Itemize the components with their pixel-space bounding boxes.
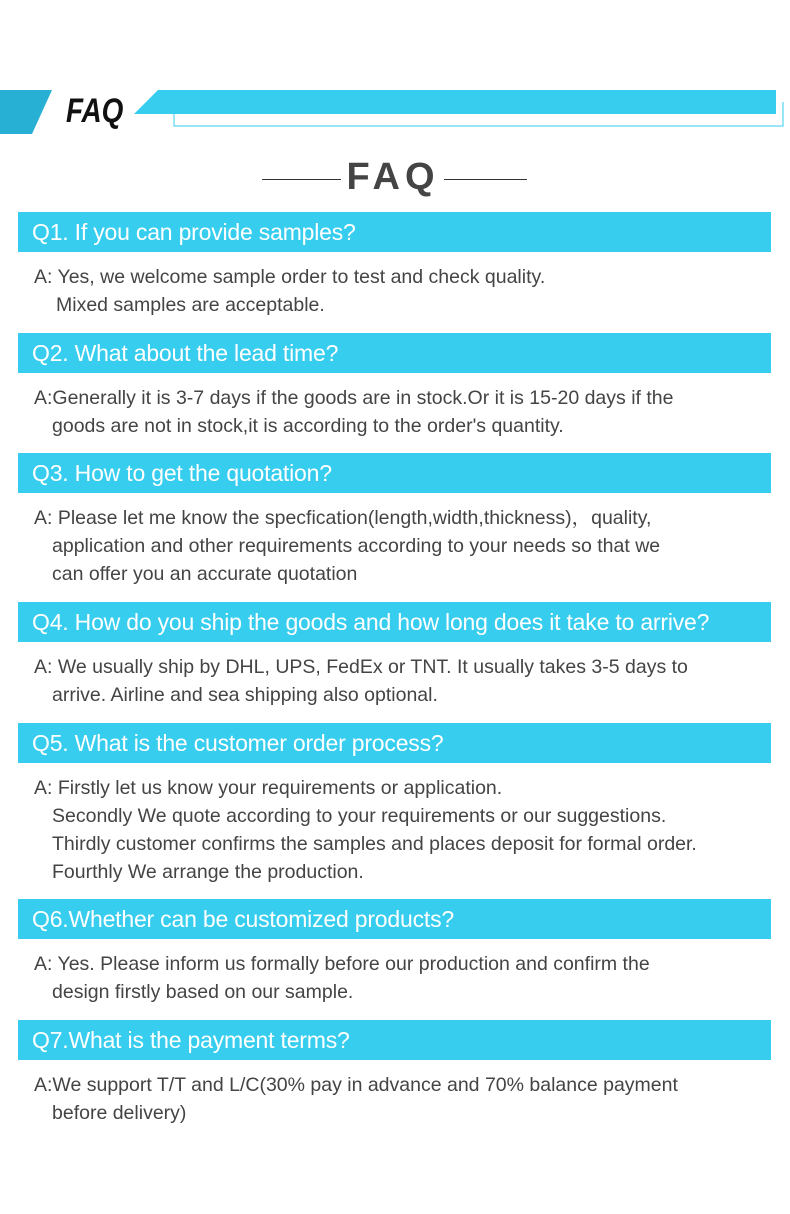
faq-item-2 xyxy=(18,333,771,440)
answer-line: A: Yes. Please inform us formally before our production and confirm the xyxy=(34,953,650,975)
faq-item-6 xyxy=(18,899,771,1006)
faq-item-4 xyxy=(18,602,771,709)
faq-item-5 xyxy=(18,723,771,886)
answer-line: A:We support T/T and L/C(30% pay in advance and 70% balance payment xyxy=(34,1074,678,1096)
faq-question: Q5. What is the customer order process? xyxy=(18,723,771,763)
answer-line: design firstly based on our sample. xyxy=(52,981,354,1003)
faq-answer xyxy=(18,653,771,709)
answer-line: A: Yes, we welcome sample order to test and check quality. xyxy=(34,266,546,288)
answer-line: Mixed samples are acceptable. xyxy=(56,294,325,316)
answer-line: A:Generally it is 3-7 days if the goods are in stock.Or it is 15-20 days if the xyxy=(34,387,674,409)
faq-question: Q4. How do you ship the goods and how long does it take to arrive? xyxy=(18,602,771,642)
title-divider-right xyxy=(444,179,527,180)
faq-answer xyxy=(18,263,771,319)
answer-line: application and other requirements according to your needs so that we xyxy=(52,535,661,557)
faq-answer xyxy=(18,1071,771,1127)
answer-line: before delivery) xyxy=(52,1102,187,1124)
faq-answer xyxy=(18,384,771,440)
answer-line: Secondly We quote according to your requirements or our suggestions. xyxy=(52,805,667,827)
faq-banner xyxy=(0,0,790,140)
banner-label: FAQ xyxy=(66,92,124,130)
answer-line: A: Please let me know the specfication(length,width,thickness)，quality, xyxy=(34,507,652,529)
faq-question: Q7.What is the payment terms? xyxy=(18,1020,771,1060)
faq-answer xyxy=(18,950,771,1006)
faq-question: Q2. What about the lead time? xyxy=(18,333,771,373)
faq-answer xyxy=(18,774,771,886)
faq-item-1 xyxy=(18,212,771,319)
faq-answer xyxy=(18,504,771,588)
answer-line: can offer you an accurate quotation xyxy=(52,563,358,585)
title-divider-left xyxy=(262,179,341,180)
answer-line: A: We usually ship by DHL, UPS, FedEx or TNT. It usually takes 3-5 days to xyxy=(34,656,688,678)
faq-item-3 xyxy=(18,453,771,588)
answer-line: arrive. Airline and sea shipping also optional. xyxy=(52,684,438,706)
faq-question: Q3. How to get the quotation? xyxy=(18,453,771,493)
answer-line: Thirdly customer confirms the samples and places deposit for formal order. xyxy=(52,833,697,855)
faq-item-7 xyxy=(18,1020,771,1127)
section-title-row xyxy=(0,152,790,208)
faq-question: Q6.Whether can be customized products? xyxy=(18,899,771,939)
answer-line: A: Firstly let us know your requirements or application. xyxy=(34,777,503,799)
section-title: FAQ xyxy=(346,156,440,198)
answer-line: goods are not in stock,it is according to the order's quantity. xyxy=(52,415,564,437)
faq-question: Q1. If you can provide samples? xyxy=(18,212,771,252)
answer-line: Fourthly We arrange the production. xyxy=(52,861,364,883)
